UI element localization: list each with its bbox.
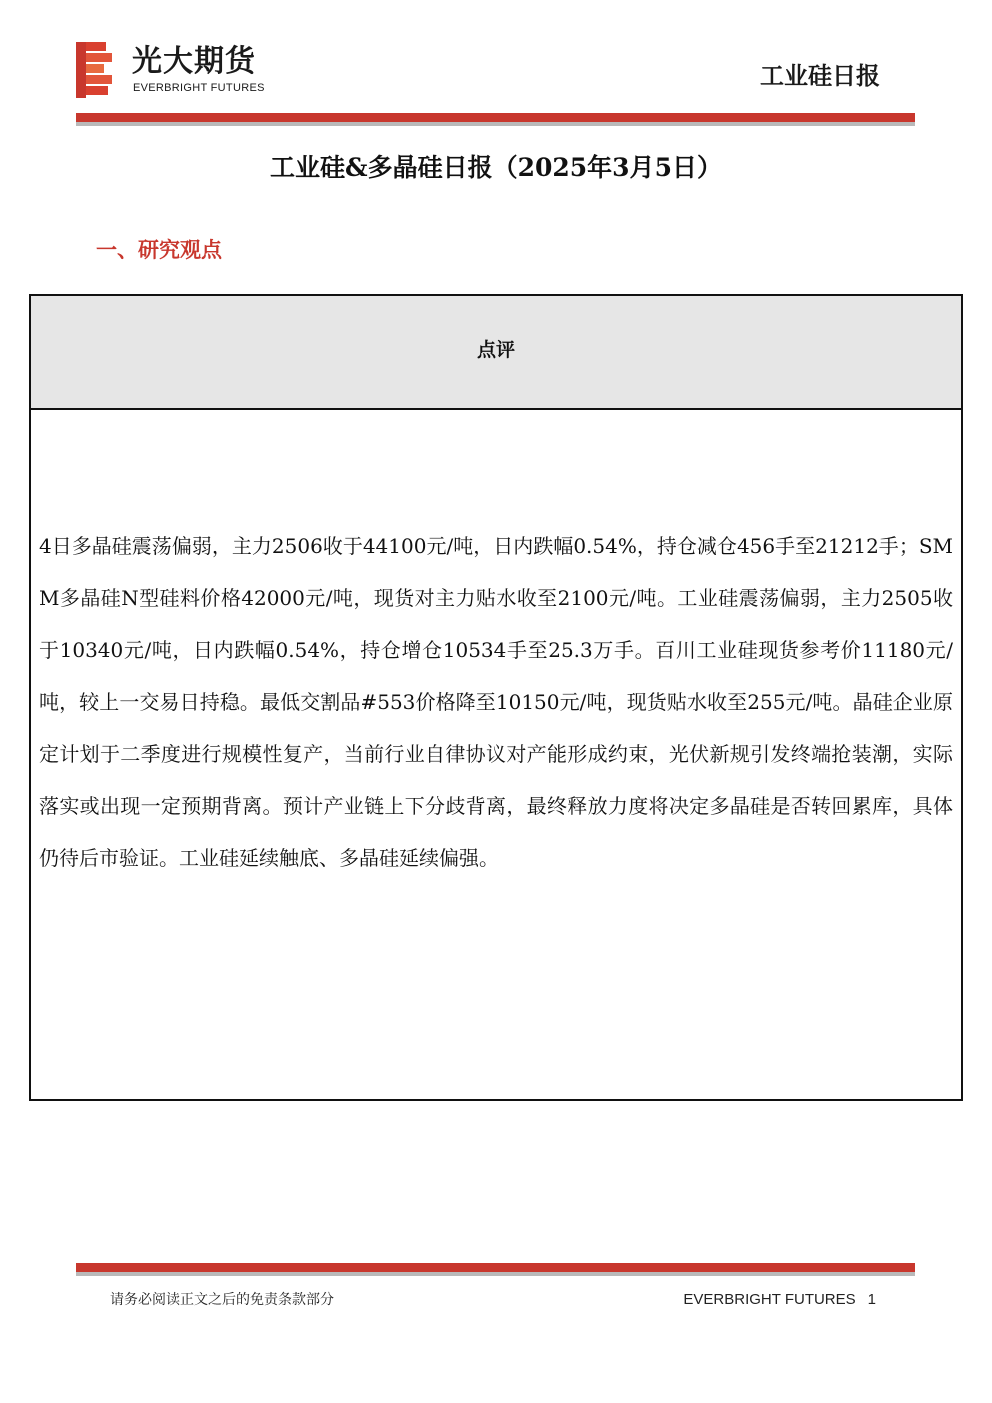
brand-logo — [76, 42, 306, 98]
section-heading: 一、研究观点 — [96, 237, 222, 262]
brand-name-cn: 光大期货 — [132, 44, 256, 79]
brand-name-en: EVERBRIGHT FUTURES — [133, 82, 265, 94]
comment-table — [29, 294, 963, 1101]
comment-header-label: 点评 — [476, 339, 515, 361]
footer-brand-page — [683, 1290, 876, 1310]
footer-brand: EVERBRIGHT FUTURES — [683, 1291, 856, 1308]
everbright-logo-icon — [76, 42, 116, 98]
header-divider — [76, 113, 915, 122]
comment-body-text: 4日多晶硅震荡偏弱，主力2506收于44100元/吨，日内跌幅0.54%，持仓减仓456手至21212手；SMM多晶硅N型硅料价格42000元/吨，现货对主力贴水收至2100元/吨。工业硅震荡偏弱，主力2505收于10340元/吨，日内跌幅0.54%，持仓增仓10534手至25.3万手。百川工业硅现货参考价11180元/吨，较上一交易日持稳。最低交割品#553价格降至10150元/吨，现货贴水收至255元/吨。晶硅企业原定计划于二季度进行规模性复产，当前行业自律协议对产能形成约束，光伏新规引发终端抢装潮，实际落实或出现一定预期背离。预计产业链上下分歧背离，最终释放力度将决定多晶硅是否转回累库，具体仍待后市验证。工业硅延续触底、多晶硅延续偏强。 — [39, 534, 953, 870]
footer-divider-shadow — [76, 1272, 915, 1276]
document-title: 工业硅&多晶硅日报（2025年3月5日） — [270, 153, 722, 182]
page-number: 1 — [867, 1291, 876, 1308]
footer-disclaimer: 请务必阅读正文之后的免责条款部分 — [110, 1292, 334, 1308]
comment-table-header — [31, 296, 961, 410]
footer-divider — [76, 1263, 915, 1272]
header-divider-shadow — [76, 122, 915, 126]
report-type-title: 工业硅日报 — [760, 61, 880, 90]
